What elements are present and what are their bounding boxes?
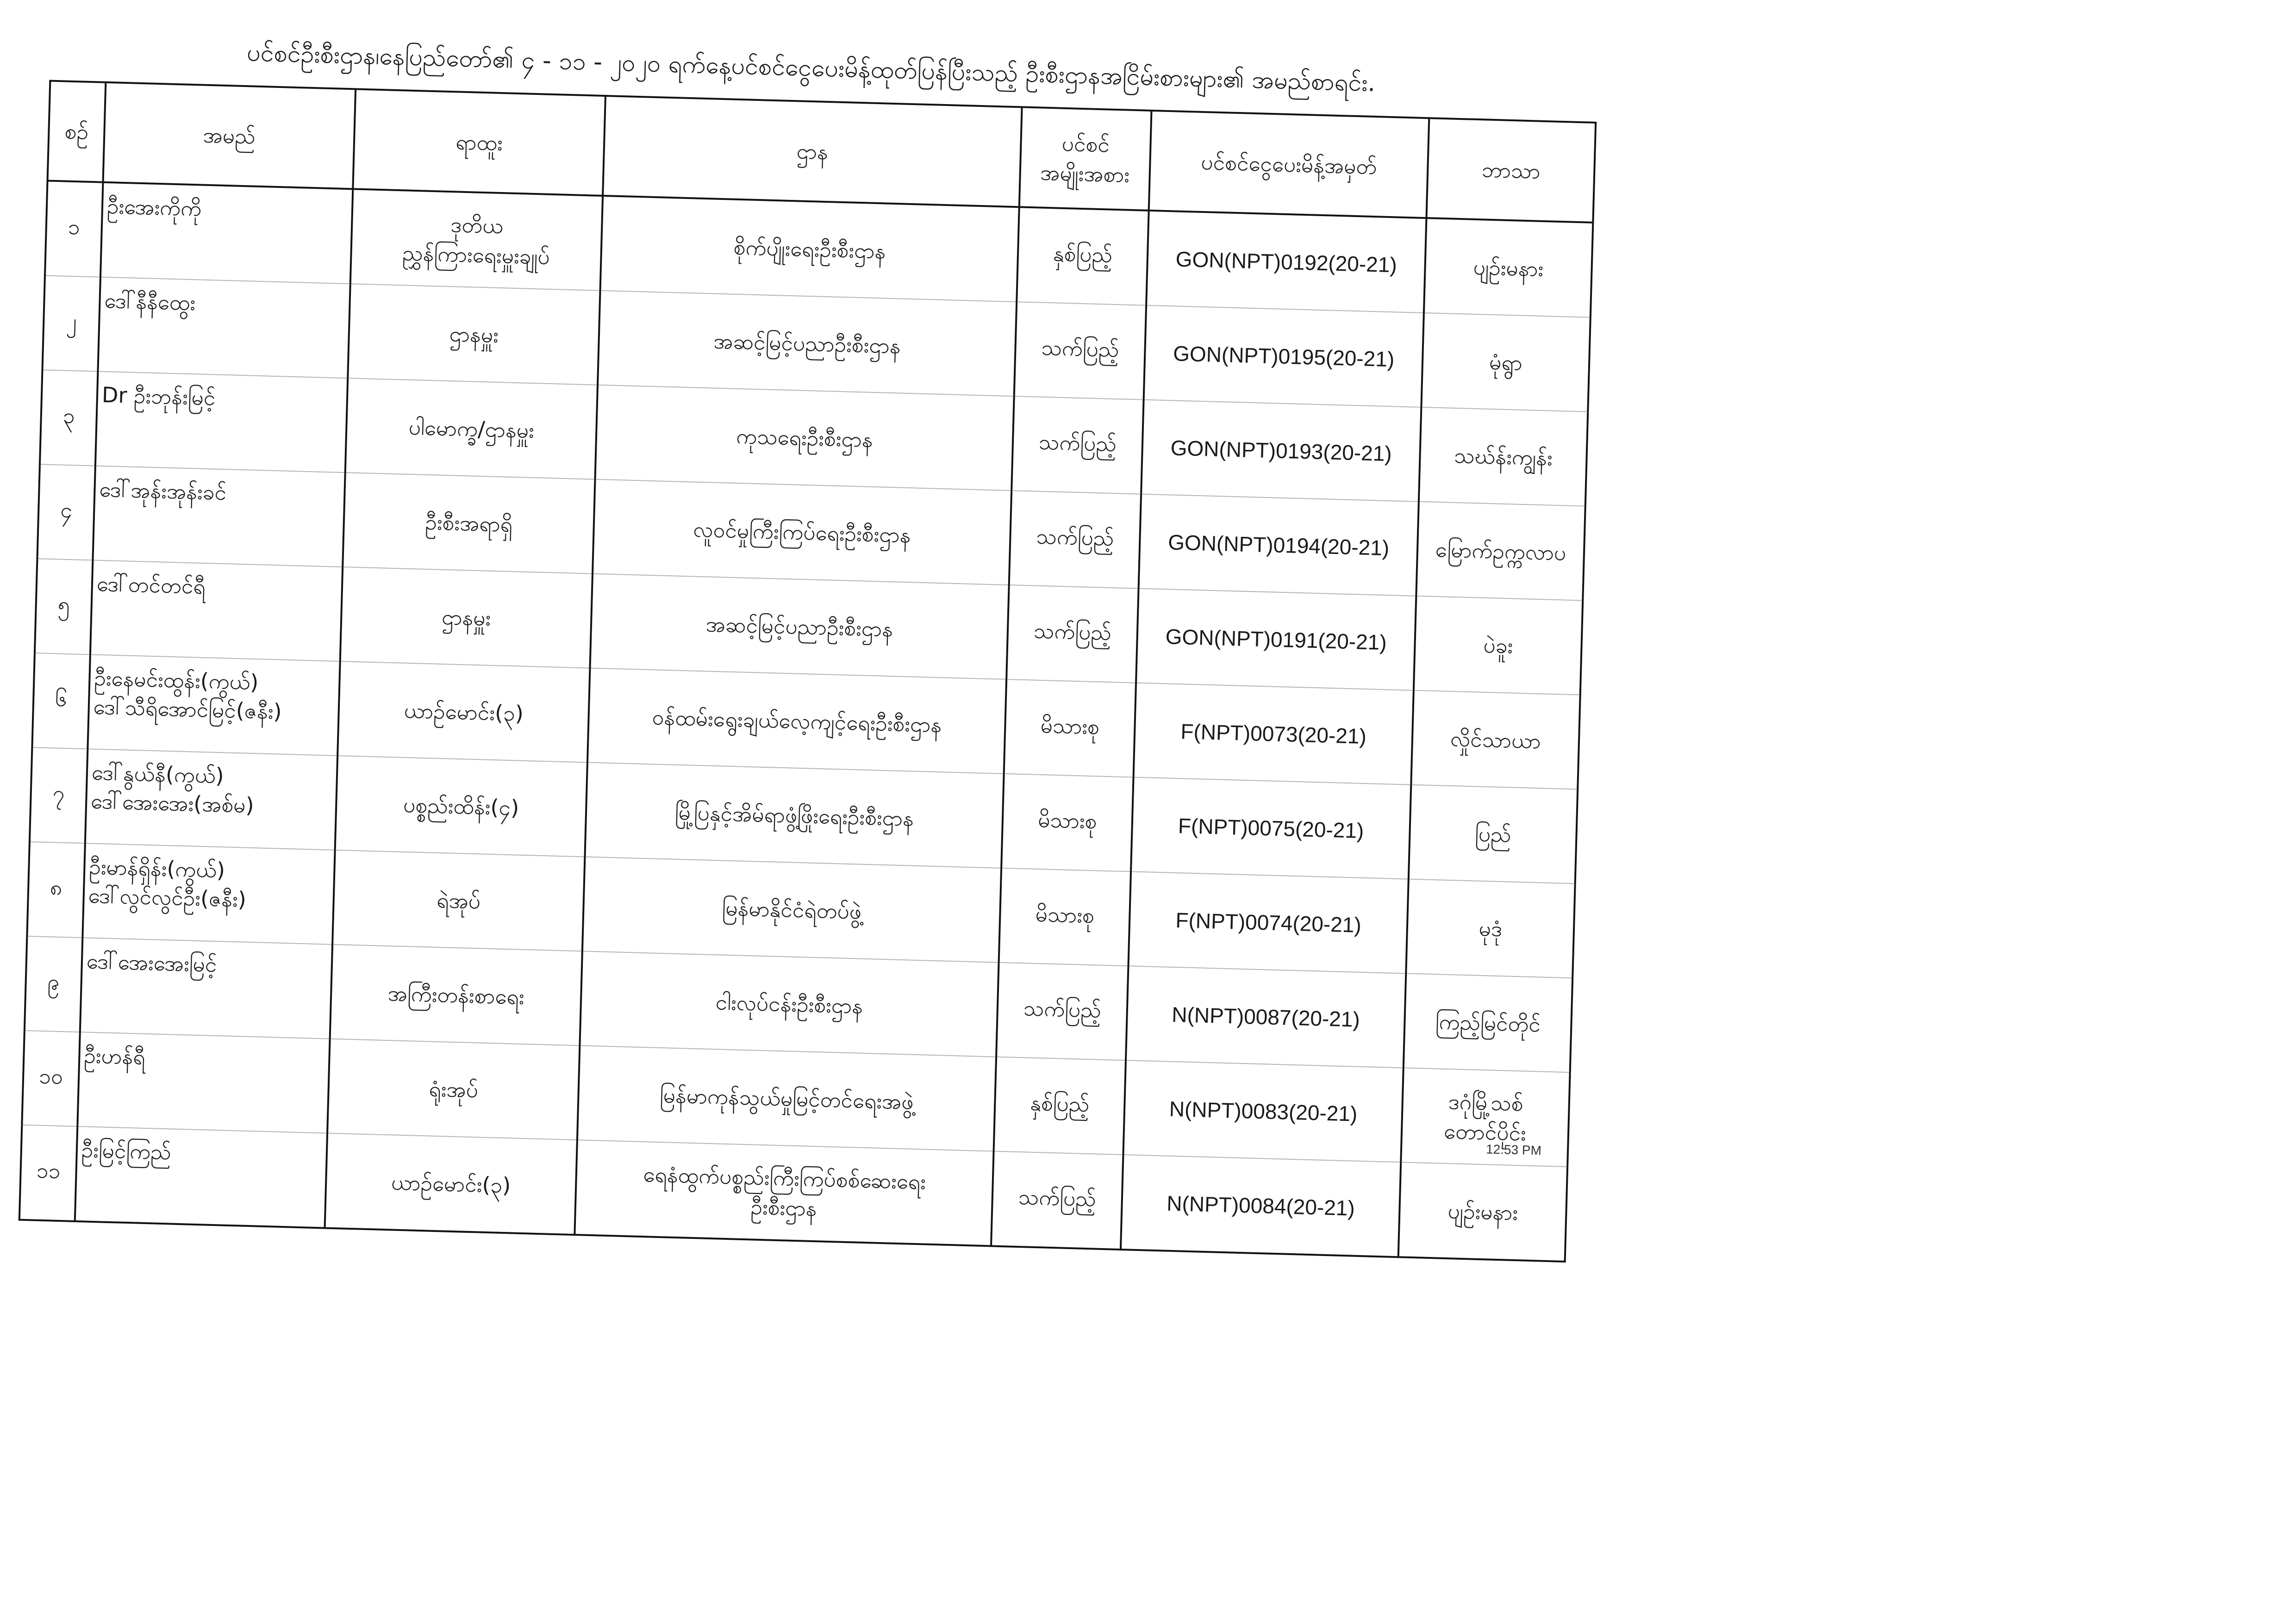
cell-name — [93, 466, 345, 567]
cell-name-line-1: ဒေါ်အုန်းအုန်းခင် — [99, 476, 227, 505]
cell-department — [595, 385, 1014, 491]
cell-position — [325, 1133, 577, 1235]
cell-position-line-1: ရုံးအုပ် — [428, 1076, 479, 1103]
cell-department — [600, 196, 1019, 302]
cell-name — [82, 843, 335, 945]
cell-name-line-2: ဒေါ်လွင်လွင်ဦး(ဇနီး) — [88, 883, 247, 912]
cell-no: ၁ — [45, 180, 103, 277]
cell-name-line-1: Dr ဦးဘုန်းမြင့် — [101, 382, 216, 410]
cell-position — [337, 661, 590, 763]
cell-pension-type: မိသားစု — [999, 868, 1131, 966]
cell-pension-type: နှစ်ပြည့် — [1017, 207, 1148, 305]
cell-position — [335, 756, 587, 857]
pension-table — [19, 80, 1597, 1263]
cell-subject-line-1: မုံရွာ — [1489, 349, 1523, 375]
cell-department — [590, 574, 1009, 679]
cell-subject — [1404, 974, 1572, 1073]
cell-no: ၄ — [37, 464, 95, 560]
cell-department-line-1: လူဝင်မှုကြီးကြပ်ရေးဦးစီးဌာန — [693, 516, 911, 548]
cell-position — [340, 567, 593, 668]
cell-department — [593, 479, 1011, 585]
cell-subject-line-2: တောင်ပိုင်း — [1443, 1118, 1527, 1146]
header-name: အမည် — [103, 82, 356, 189]
cell-department — [587, 668, 1006, 774]
cell-department-line-1: မြန်မာနိုင်ငံရဲတပ်ဖွဲ့ — [722, 895, 862, 924]
cell-subject-line-1: မုဒုံ — [1479, 915, 1503, 942]
header-department: ဌာန — [603, 96, 1022, 207]
cell-no: ၈ — [27, 842, 85, 938]
cell-department — [598, 291, 1017, 396]
cell-position — [350, 189, 603, 291]
cell-name — [100, 182, 353, 284]
cell-no: ၃ — [40, 370, 98, 466]
cell-department-line-1: မြို့ပြနှင့်အိမ်ရာဖွံ့ဖြိုးရေးဦးစီးဌာန — [674, 799, 914, 831]
cell-department-line-1: စိုက်ပျိုးရေးဦးစီးဌာန — [733, 234, 886, 264]
header-no: စဉ် — [48, 81, 106, 182]
cell-position-line-1: ယာဉ်မောင်း(၃) — [391, 1169, 512, 1198]
header-pension-type-line-1: ပင်စင် — [1061, 131, 1110, 157]
cell-position — [343, 473, 595, 574]
cell-pension-type: မိသားစု — [1001, 774, 1133, 871]
header-position: ရာထူး — [353, 89, 605, 196]
cell-position-line-1: ဦးစီးအရာရှိ — [424, 509, 513, 537]
cell-name — [80, 938, 332, 1039]
cell-subject — [1398, 1162, 1567, 1262]
cell-subject — [1424, 218, 1593, 317]
cell-subject-line-1: လှိုင်သာယာ — [1450, 726, 1541, 754]
header-pension-type — [1019, 107, 1152, 210]
cell-license-no: N(NPT)0083(20-21) — [1123, 1060, 1403, 1162]
cell-pension-type: သက်ပြည့် — [1011, 396, 1143, 494]
cell-name-line-1: ဦးဟန်ရီ — [83, 1043, 146, 1070]
header-pension-type-line-2: အမျိုးအစား — [1040, 160, 1130, 187]
cell-subject — [1406, 879, 1575, 978]
cell-name-line-1: ဦးအေးကိုကို — [106, 193, 202, 221]
cell-position-line-1: ပစ္စည်းထိန်း(၄) — [403, 792, 520, 821]
cell-department-line-1: အဆင့်မြင့်ပညာဦးစီးဌာန — [705, 611, 893, 642]
cell-department — [585, 763, 1004, 868]
cell-subject-line-1: ဒဂုံမြို့သစ် — [1448, 1089, 1524, 1116]
cell-department-line-1: ကုသရေးဦးစီးဌာန — [736, 423, 873, 452]
cell-department-line-1: မြန်မာကုန်သွယ်မှုမြင့်တင်ရေးအဖွဲ့ — [659, 1082, 914, 1114]
cell-pension-type: သက်ပြည့် — [1006, 585, 1138, 683]
cell-subject — [1411, 690, 1580, 790]
cell-position — [332, 850, 585, 951]
cell-name — [85, 749, 337, 850]
cell-position-line-1: ယာဉ်မောင်း(၃) — [404, 697, 524, 726]
cell-name-line-1: ဦးမြင့်ကြည် — [81, 1137, 172, 1165]
cell-position-line-1: ပါမောက္ခ/ဌာနမှူး — [408, 414, 535, 443]
cell-subject — [1419, 407, 1588, 506]
cell-position — [348, 284, 600, 385]
cell-license-no: GON(NPT)0195(20-21) — [1144, 305, 1424, 407]
cell-department — [582, 857, 1001, 962]
cell-license-no: N(NPT)0087(20-21) — [1126, 966, 1406, 1068]
cell-position-line-1: ရဲအုပ် — [436, 887, 481, 914]
cell-subject — [1414, 596, 1583, 695]
cell-department-line-1: ရေနံထွက်ပစ္စည်းကြီးကြပ်စစ်ဆေးရေး — [643, 1162, 926, 1194]
cell-license-no: N(NPT)0084(20-21) — [1121, 1155, 1401, 1257]
cell-license-no: GON(NPT)0192(20-21) — [1146, 211, 1426, 313]
cell-license-no: GON(NPT)0193(20-21) — [1141, 400, 1421, 502]
cell-license-no: F(NPT)0075(20-21) — [1131, 777, 1411, 879]
cell-name-line-2: ဒေါ်အေးအေး(အစ်မ) — [90, 788, 255, 818]
cell-pension-type: နှစ်ပြည့် — [994, 1057, 1126, 1155]
cell-name-line-1: ဒေါ်နွယ်နီ(ကွယ်) — [91, 759, 225, 789]
cell-subject-line-1: ပျဉ်းမနား — [1447, 1198, 1518, 1225]
cell-pension-type: သက်ပြည့် — [1009, 491, 1141, 588]
cell-position-line-1: ဌာနမှူး — [449, 321, 499, 348]
cell-no: ၁၀ — [22, 1031, 80, 1126]
scanned-document — [0, 19, 1622, 1225]
cell-no: ၂ — [42, 275, 100, 371]
cell-subject-line-1: ပြည် — [1474, 821, 1512, 847]
cell-name — [77, 1032, 330, 1133]
cell-department-line-2: ဦးစီးဌာန — [750, 1194, 817, 1221]
cell-department — [577, 1045, 996, 1151]
cell-department-line-1: ဝန်ထမ်းရွေးချယ်လေ့ကျင့်ရေးဦးစီးဌာန — [652, 704, 942, 738]
header-license-no: ပင်စင်ငွေပေးမိန့်အမှတ် — [1149, 111, 1429, 218]
cell-no: ၆ — [32, 653, 90, 749]
cell-license-no: F(NPT)0074(20-21) — [1129, 871, 1409, 973]
cell-license-no: GON(NPT)0191(20-21) — [1136, 589, 1416, 690]
cell-subject — [1416, 502, 1585, 601]
cell-no: ၁၁ — [19, 1125, 78, 1221]
header-subject: ဘာသာ — [1426, 118, 1596, 223]
cell-subject — [1409, 785, 1578, 884]
cell-pension-type: သက်ပြည့် — [996, 963, 1128, 1060]
cell-name — [90, 560, 343, 661]
cell-department-line-1: ငါးလုပ်ငန်းဦးစီးဌာန — [715, 989, 863, 1019]
cell-department — [574, 1140, 993, 1246]
cell-name — [98, 277, 350, 379]
cell-position — [327, 1039, 580, 1140]
cell-subject-line-1: သဃ်န်းကျွန်း — [1454, 442, 1553, 471]
cell-position — [330, 945, 582, 1046]
cell-name-line-1: ဒေါ်နီနီထွေး — [104, 287, 196, 316]
document-title: ပင်စင်ဦးစီးဌာန၊နေပြည်တော်၏ ၄ - ၁၁ - ၂၀၂၀ ရက်နေ့ပင်စင်ငွေပေးမိန့်ထုတ်ပြန်ပြီးသည့် ဦးစီးဌာနအငြိမ်းစားများ၏ အမည်စာရင်း. — [246, 39, 1376, 98]
cell-license-no: GON(NPT)0194(20-21) — [1139, 494, 1419, 596]
cell-name-line-2: ဒေါ်သီရိအောင်မြင့်(ဇနီး) — [93, 694, 282, 724]
cell-name-line-1: ဒေါ်အေးအေးမြင့် — [86, 948, 218, 977]
cell-license-no: F(NPT)0073(20-21) — [1134, 683, 1414, 785]
cell-name-line-1: ဒေါ်တင်တင်ရီ — [96, 571, 206, 599]
table-body — [19, 180, 1593, 1262]
cell-pension-type: သက်ပြည့် — [991, 1151, 1123, 1250]
cell-pension-type: မိသားစု — [1004, 679, 1136, 777]
cell-position-line-1: ဌာနမှူး — [441, 604, 492, 631]
cell-position-line-2: ညွှန်ကြားရေးမှူးချုပ် — [402, 240, 550, 269]
cell-name — [95, 372, 348, 473]
cell-no: ၅ — [35, 559, 93, 654]
cell-name — [75, 1126, 327, 1228]
cell-no: ၇ — [30, 747, 87, 843]
cell-position-line-1: ဒုတိယ — [450, 212, 504, 239]
cell-name-line-1: ဦးမာန်ရှိန်း(ကွယ်) — [88, 854, 225, 883]
cell-subject-line-1: မြောက်ဥက္ကလာပ — [1435, 536, 1567, 566]
cell-department — [580, 951, 998, 1057]
cell-subject — [1421, 313, 1590, 412]
cell-department-line-1: အဆင့်မြင့်ပညာဦးစီးဌာန — [713, 328, 901, 359]
cell-subject-line-1: ပျဉ်းမနား — [1473, 254, 1544, 281]
cell-subject-line-1: ကြည့်မြင်တိုင် — [1435, 1009, 1541, 1037]
cell-no: ၉ — [25, 936, 82, 1032]
cell-position-line-1: အကြီးတန်းစာရေး — [387, 981, 525, 1009]
cell-position — [345, 378, 598, 479]
cell-pension-type: သက်ပြည့် — [1014, 302, 1146, 399]
print-timestamp: 12:53 PM — [1485, 1142, 1542, 1158]
cell-name — [87, 654, 340, 756]
cell-name-line-1: ဦးနေမင်းထွန်း(ကွယ်) — [94, 665, 259, 695]
cell-subject-line-1: ပဲခူး — [1483, 632, 1514, 659]
